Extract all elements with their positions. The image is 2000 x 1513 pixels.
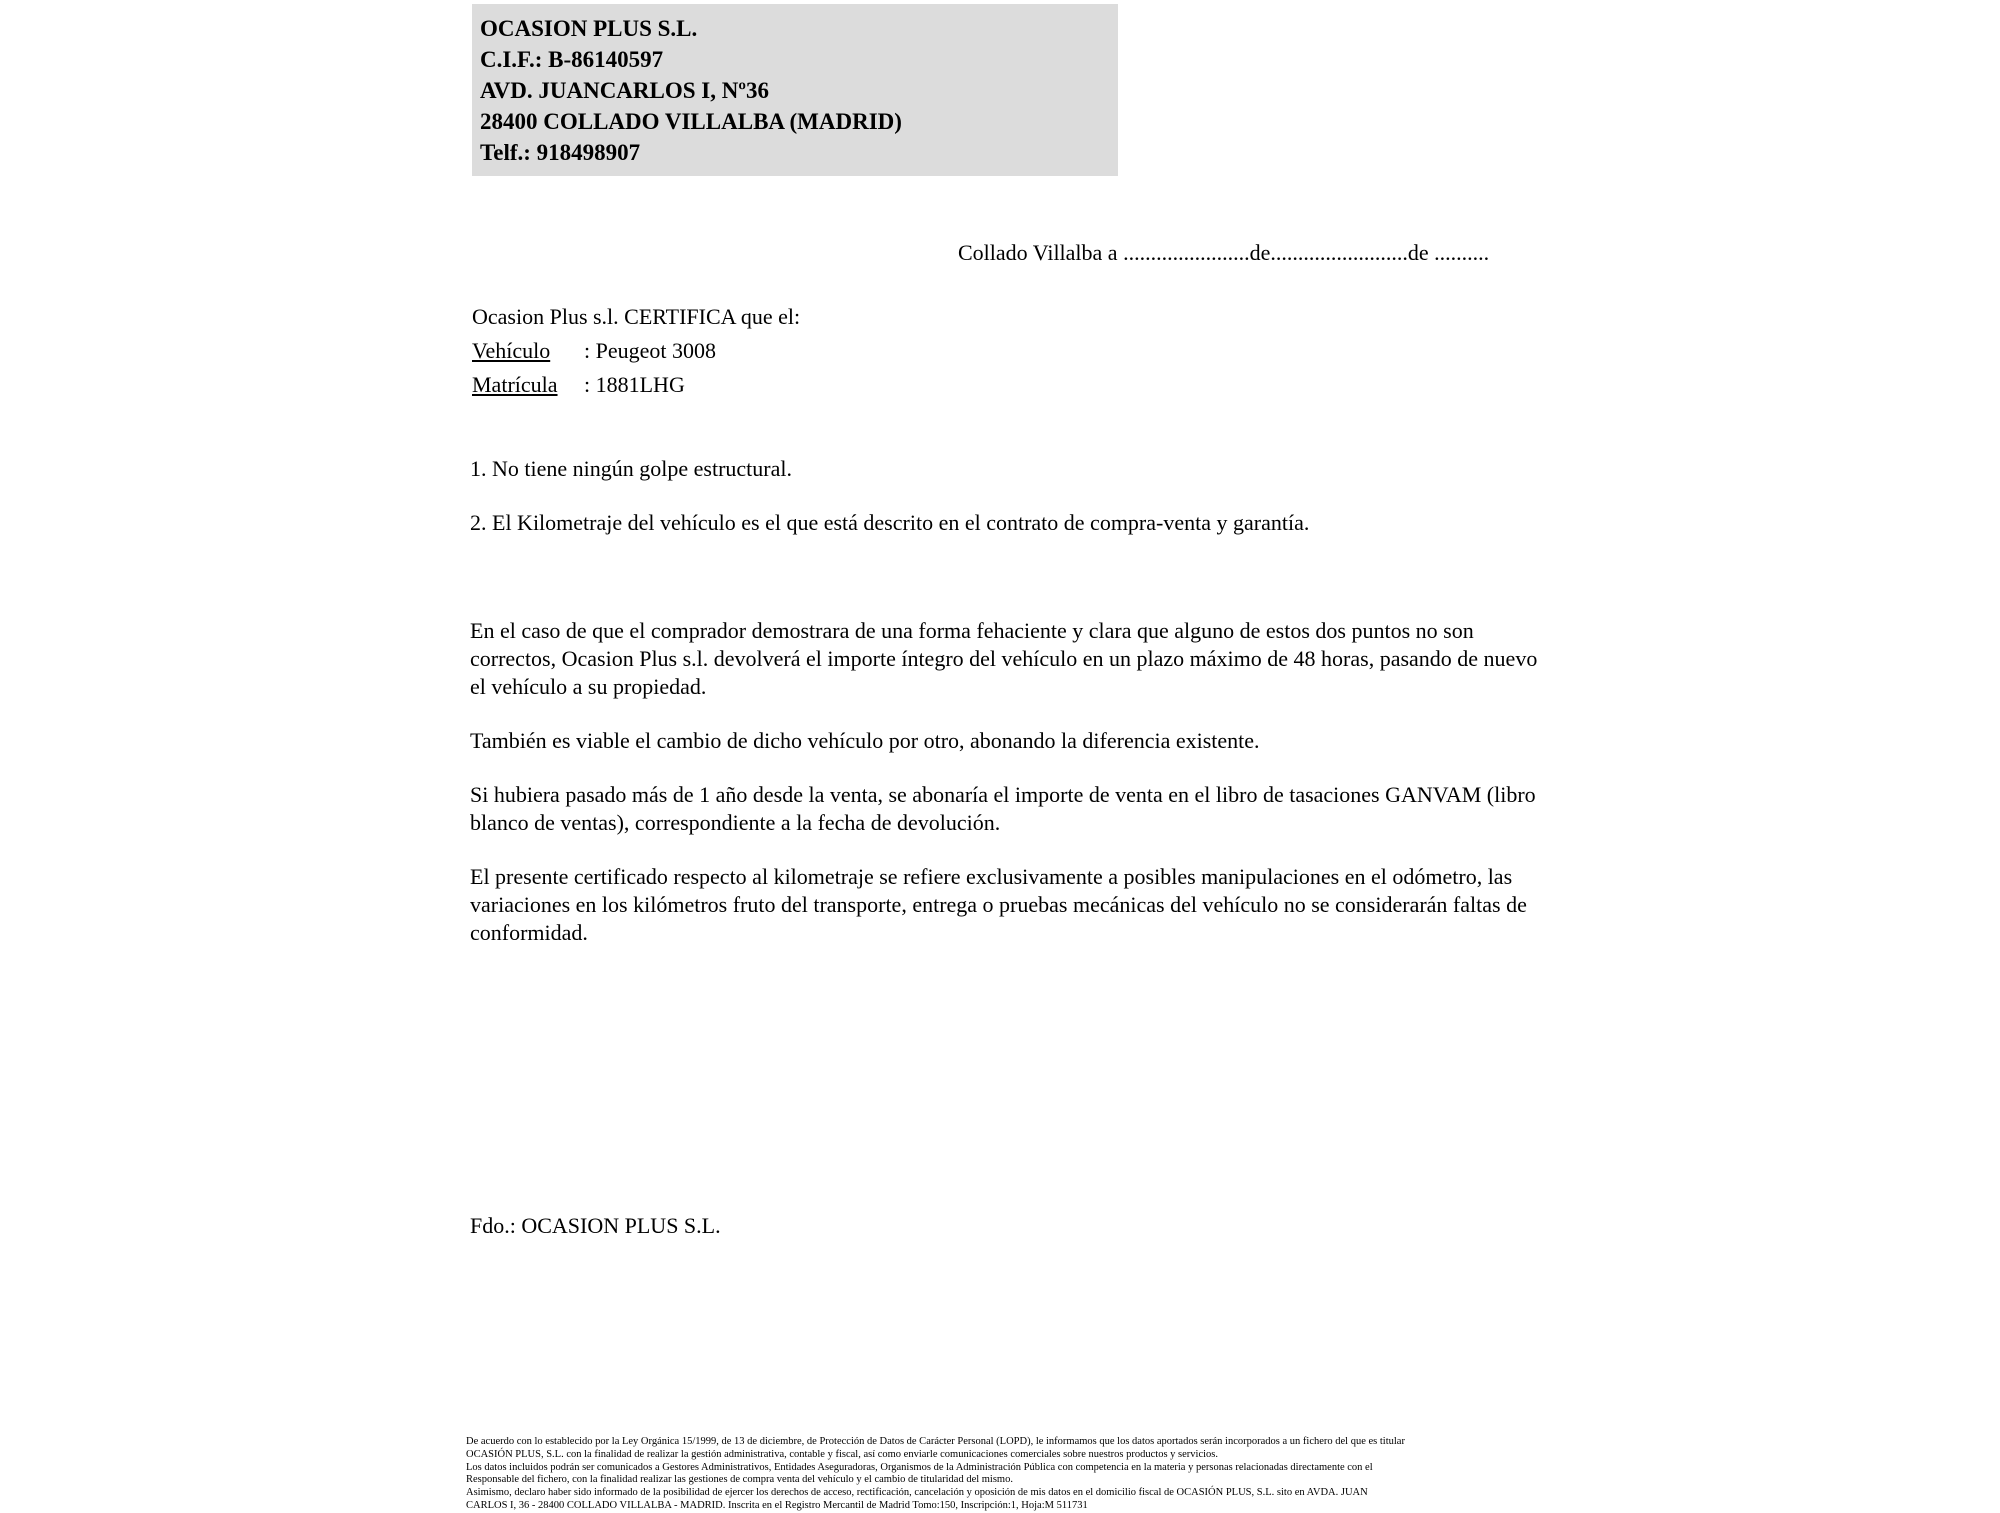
footer-line: CARLOS I, 36 - 28400 COLLADO VILLALBA - MADRID. Inscrita en el Registro Mercantil de Madrid Tomo:150, Inscripción:1, Hoja:M 511731 bbox=[466, 1499, 1088, 1511]
company-address: AVD. JUANCARLOS I, Nº36 bbox=[480, 78, 769, 103]
plate-row bbox=[472, 368, 800, 402]
footer-line: Los datos incluidos podrán ser comunicados a Gestores Administrativos, Entidades Aseguradoras, Organismos de la Administración Pública con competencia en la materia y personas relacionadas directamente con el bbox=[466, 1461, 1373, 1473]
company-cif: C.I.F.: B-86140597 bbox=[480, 47, 664, 72]
date-line: Collado Villalba a .......................de.........................de .......... bbox=[958, 240, 1490, 265]
legal-footer bbox=[466, 1436, 1561, 1513]
body-paragraphs bbox=[470, 617, 1545, 973]
vehicle-row bbox=[472, 334, 800, 368]
company-city: 28400 COLLADO VILLALBA (MADRID) bbox=[480, 109, 902, 134]
company-name: OCASION PLUS S.L. bbox=[480, 16, 698, 41]
paragraph-ganvam: Si hubiera pasado más de 1 año desde la venta, se abonaría el importe de venta en el libro de tasaciones GANVAM (libro blanco de ventas), correspondiente a la fecha de devolución. bbox=[470, 782, 1536, 835]
plate-label: Matrícula bbox=[472, 372, 558, 397]
company-phone: Telf.: 918498907 bbox=[480, 140, 641, 165]
footer-line: OCASIÓN PLUS, S.L. con la finalidad de realizar la gestión administrativa, contable y fiscal, así como enviarle comunicaciones comerciales sobre nuestros productos y servicios. bbox=[466, 1448, 1218, 1460]
point-2: 2. El Kilometraje del vehículo es el que está descrito en el contrato de compra-venta y garantía. bbox=[470, 510, 1310, 535]
points-block bbox=[470, 455, 1545, 563]
footer-line: De acuerdo con lo establecido por la Ley Orgánica 15/1999, de 13 de diciembre, de Protección de Datos de Carácter Personal (LOPD), le informamos que los datos aportados serán incorporados a un fichero del que es titular bbox=[466, 1436, 1405, 1447]
footer-line: Responsable del fichero, con la finalidad realizar las gestiones de compra venta del vehículo y el cambio de titularidad del mismo. bbox=[466, 1474, 1013, 1486]
footer-line: Asimismo, declaro haber sido informado de la posibilidad de ejercer los derechos de acceso, rectificación, cancelación y oposición de mis datos en el domicilio fiscal de OCASIÓN PLUS, S.L. sito en AVDA. JUAN bbox=[466, 1487, 1368, 1499]
vehicle-value: : Peugeot 3008 bbox=[584, 338, 716, 363]
certify-block bbox=[472, 300, 800, 402]
paragraph-odometer: El presente certificado respecto al kilometraje se refiere exclusivamente a posibles manipulaciones en el odómetro, las variaciones en los kilómetros fruto del transporte, entrega o pruebas mecánicas del vehículo no se considerarán faltas de conformidad. bbox=[470, 864, 1527, 945]
plate-value: : 1881LHG bbox=[584, 372, 685, 397]
certify-intro: Ocasion Plus s.l. CERTIFICA que el: bbox=[472, 304, 801, 329]
company-header-box bbox=[472, 4, 1118, 176]
paragraph-exchange: También es viable el cambio de dicho vehículo por otro, abonando la diferencia existente. bbox=[470, 728, 1260, 753]
signature-line: Fdo.: OCASION PLUS S.L. bbox=[470, 1213, 721, 1238]
point-1: 1. No tiene ningún golpe estructural. bbox=[470, 456, 792, 481]
vehicle-label: Vehículo bbox=[472, 338, 551, 363]
paragraph-refund: En el caso de que el comprador demostrara de una forma fehaciente y clara que alguno de estos dos puntos no son correctos, Ocasion Plus s.l. devolverá el importe íntegro del vehículo en un plazo máximo de 48 horas, pasando de nuevo el vehículo a su propiedad. bbox=[470, 618, 1538, 699]
